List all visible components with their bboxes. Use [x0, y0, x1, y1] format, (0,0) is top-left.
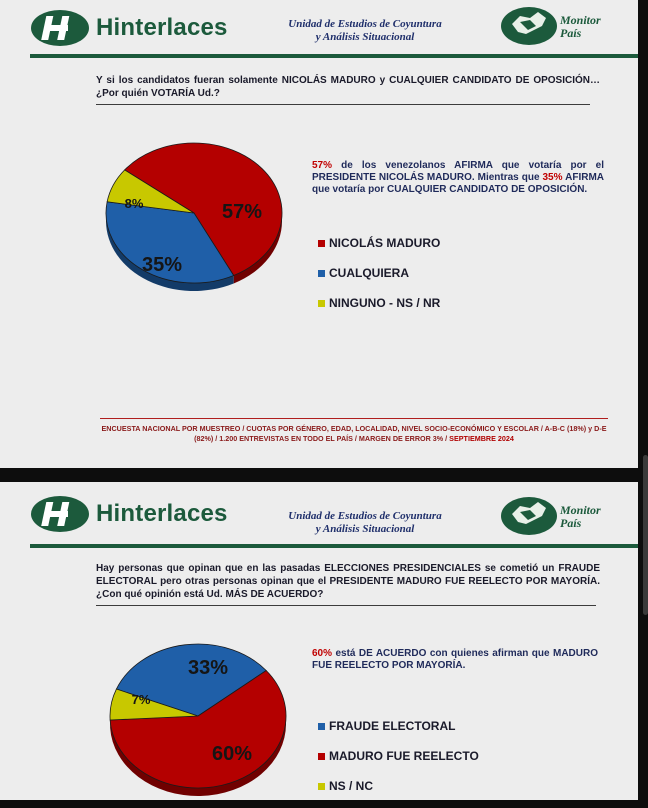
pie-chart-fraud	[108, 630, 318, 800]
note-pct-maduro: 57%	[312, 160, 332, 171]
monitor-line2: País	[560, 27, 601, 40]
pie1-label-2: 8%	[125, 196, 144, 211]
monitor-text	[560, 14, 601, 40]
monitor-text-2	[560, 504, 601, 530]
legend2-item-1	[318, 748, 479, 764]
legend2-label-1: MADURO FUE REELECTO	[329, 749, 479, 763]
monitor-pais-logo	[500, 4, 630, 48]
question-underline	[96, 104, 590, 105]
footer-divider	[100, 418, 608, 419]
brand-name: Hinterlaces	[96, 14, 228, 42]
legend1-item-2	[318, 295, 440, 311]
legend2-swatch-0	[318, 723, 325, 730]
brand-name-2: Hinterlaces	[96, 500, 228, 528]
header-divider-2	[30, 544, 638, 548]
question-text: Y si los candidatos fueran solamente NICOLÁS MADURO y CUALQUIER CANDIDATO DE OPOSICIÓN… ¿Por quién VOTARÍA Ud.?	[96, 74, 600, 100]
monitor-pais-logo-2	[500, 494, 630, 538]
legend2-label-0: FRAUDE ELECTORAL	[329, 719, 455, 733]
unit-line1-2: Unidad de Estudios de Coyuntura	[260, 510, 470, 523]
legend1-swatch-2	[318, 300, 325, 307]
note-pct-reelected: 60%	[312, 648, 332, 659]
note-pct-opposition: 35%	[542, 172, 562, 183]
legend1-label-0: NICOLÁS MADURO	[329, 236, 440, 250]
unit-title	[260, 18, 470, 44]
question-text-2: Hay personas que opinan que en las pasadas ELECCIONES PRESIDENCIALES se cometió un FRAUDE ELECTORAL pero otras personas opinan que el PRESIDENTE MADURO FUE REELECTO POR MAYORÍA. ¿Con qué opinión está Ud. MÁS DE ACUERDO?	[96, 562, 600, 601]
legend1-swatch-0	[318, 240, 325, 247]
legend-vote	[318, 235, 440, 325]
monitor-line1-2: Monitor	[560, 504, 601, 517]
venezuela-map-icon	[500, 4, 558, 46]
note-text-2: AFIRMA que votaría por CUALQUIER CANDIDATO DE OPOSICIÓN.	[312, 172, 604, 195]
pie2-label-0: 33%	[188, 657, 228, 679]
legend1-label-2: NINGUNO - NS / NR	[329, 296, 440, 310]
hinterlaces-logo	[30, 8, 228, 48]
unit-title-2	[260, 510, 470, 536]
legend1-item-0	[318, 235, 440, 251]
hinterlaces-logo-2	[30, 494, 228, 534]
legend2-swatch-2	[318, 783, 325, 790]
unit-line2: y Análisis Situacional	[260, 31, 470, 44]
pie1-label-1: 35%	[142, 254, 182, 276]
monitor-line1: Monitor	[560, 14, 601, 27]
chart-note	[312, 160, 604, 196]
note-text-1: de los venezolanos AFIRMA que votaría por el PRESIDENTE NICOLÁS MADURO. Mientras que	[312, 160, 604, 183]
hinterlaces-h-logo-icon	[30, 494, 90, 534]
chart-note-2	[312, 648, 598, 672]
header-divider	[30, 54, 638, 58]
legend1-item-1	[318, 265, 440, 281]
legend1-label-1: CUALQUIERA	[329, 266, 409, 280]
question-underline-2	[96, 605, 596, 606]
unit-line2-2: y Análisis Situacional	[260, 523, 470, 536]
legend2-item-0	[318, 718, 479, 734]
slide-fraud-opinion	[0, 482, 638, 800]
legend2-label-2: NS / NC	[329, 779, 373, 793]
pie1-label-0: 57%	[222, 201, 262, 223]
note-text-2-1: está DE ACUERDO con quienes afirman que MADURO FUE REELECTO POR MAYORÍA.	[312, 648, 598, 671]
footer-text: ENCUESTA NACIONAL POR MUESTREO / CUOTAS POR GÉNERO, EDAD, LOCALIDAD, NIVEL SOCIO-ECONÓMICO Y ESCOLAR / A-B-C (18%) y D-E (82%) / 1.200 ENTREVISTAS EN TODO EL PAÍS / MARGEN DE ERROR 3% /	[101, 424, 606, 443]
methodology-footer	[98, 424, 610, 444]
legend2-swatch-1	[318, 753, 325, 760]
legend2-item-2	[318, 778, 479, 794]
scrollbar[interactable]	[643, 455, 648, 615]
pie-chart-vote	[104, 140, 314, 350]
pie2-label-2: 7%	[132, 692, 151, 707]
pie2-label-1: 60%	[212, 743, 252, 765]
legend1-swatch-1	[318, 270, 325, 277]
footer-date: SEPTIEMBRE 2024	[449, 434, 514, 443]
hinterlaces-h-logo-icon	[30, 8, 90, 48]
venezuela-map-icon	[500, 494, 558, 536]
unit-line1: Unidad de Estudios de Coyuntura	[260, 18, 470, 31]
legend-fraud	[318, 718, 479, 808]
monitor-line2-2: País	[560, 517, 601, 530]
